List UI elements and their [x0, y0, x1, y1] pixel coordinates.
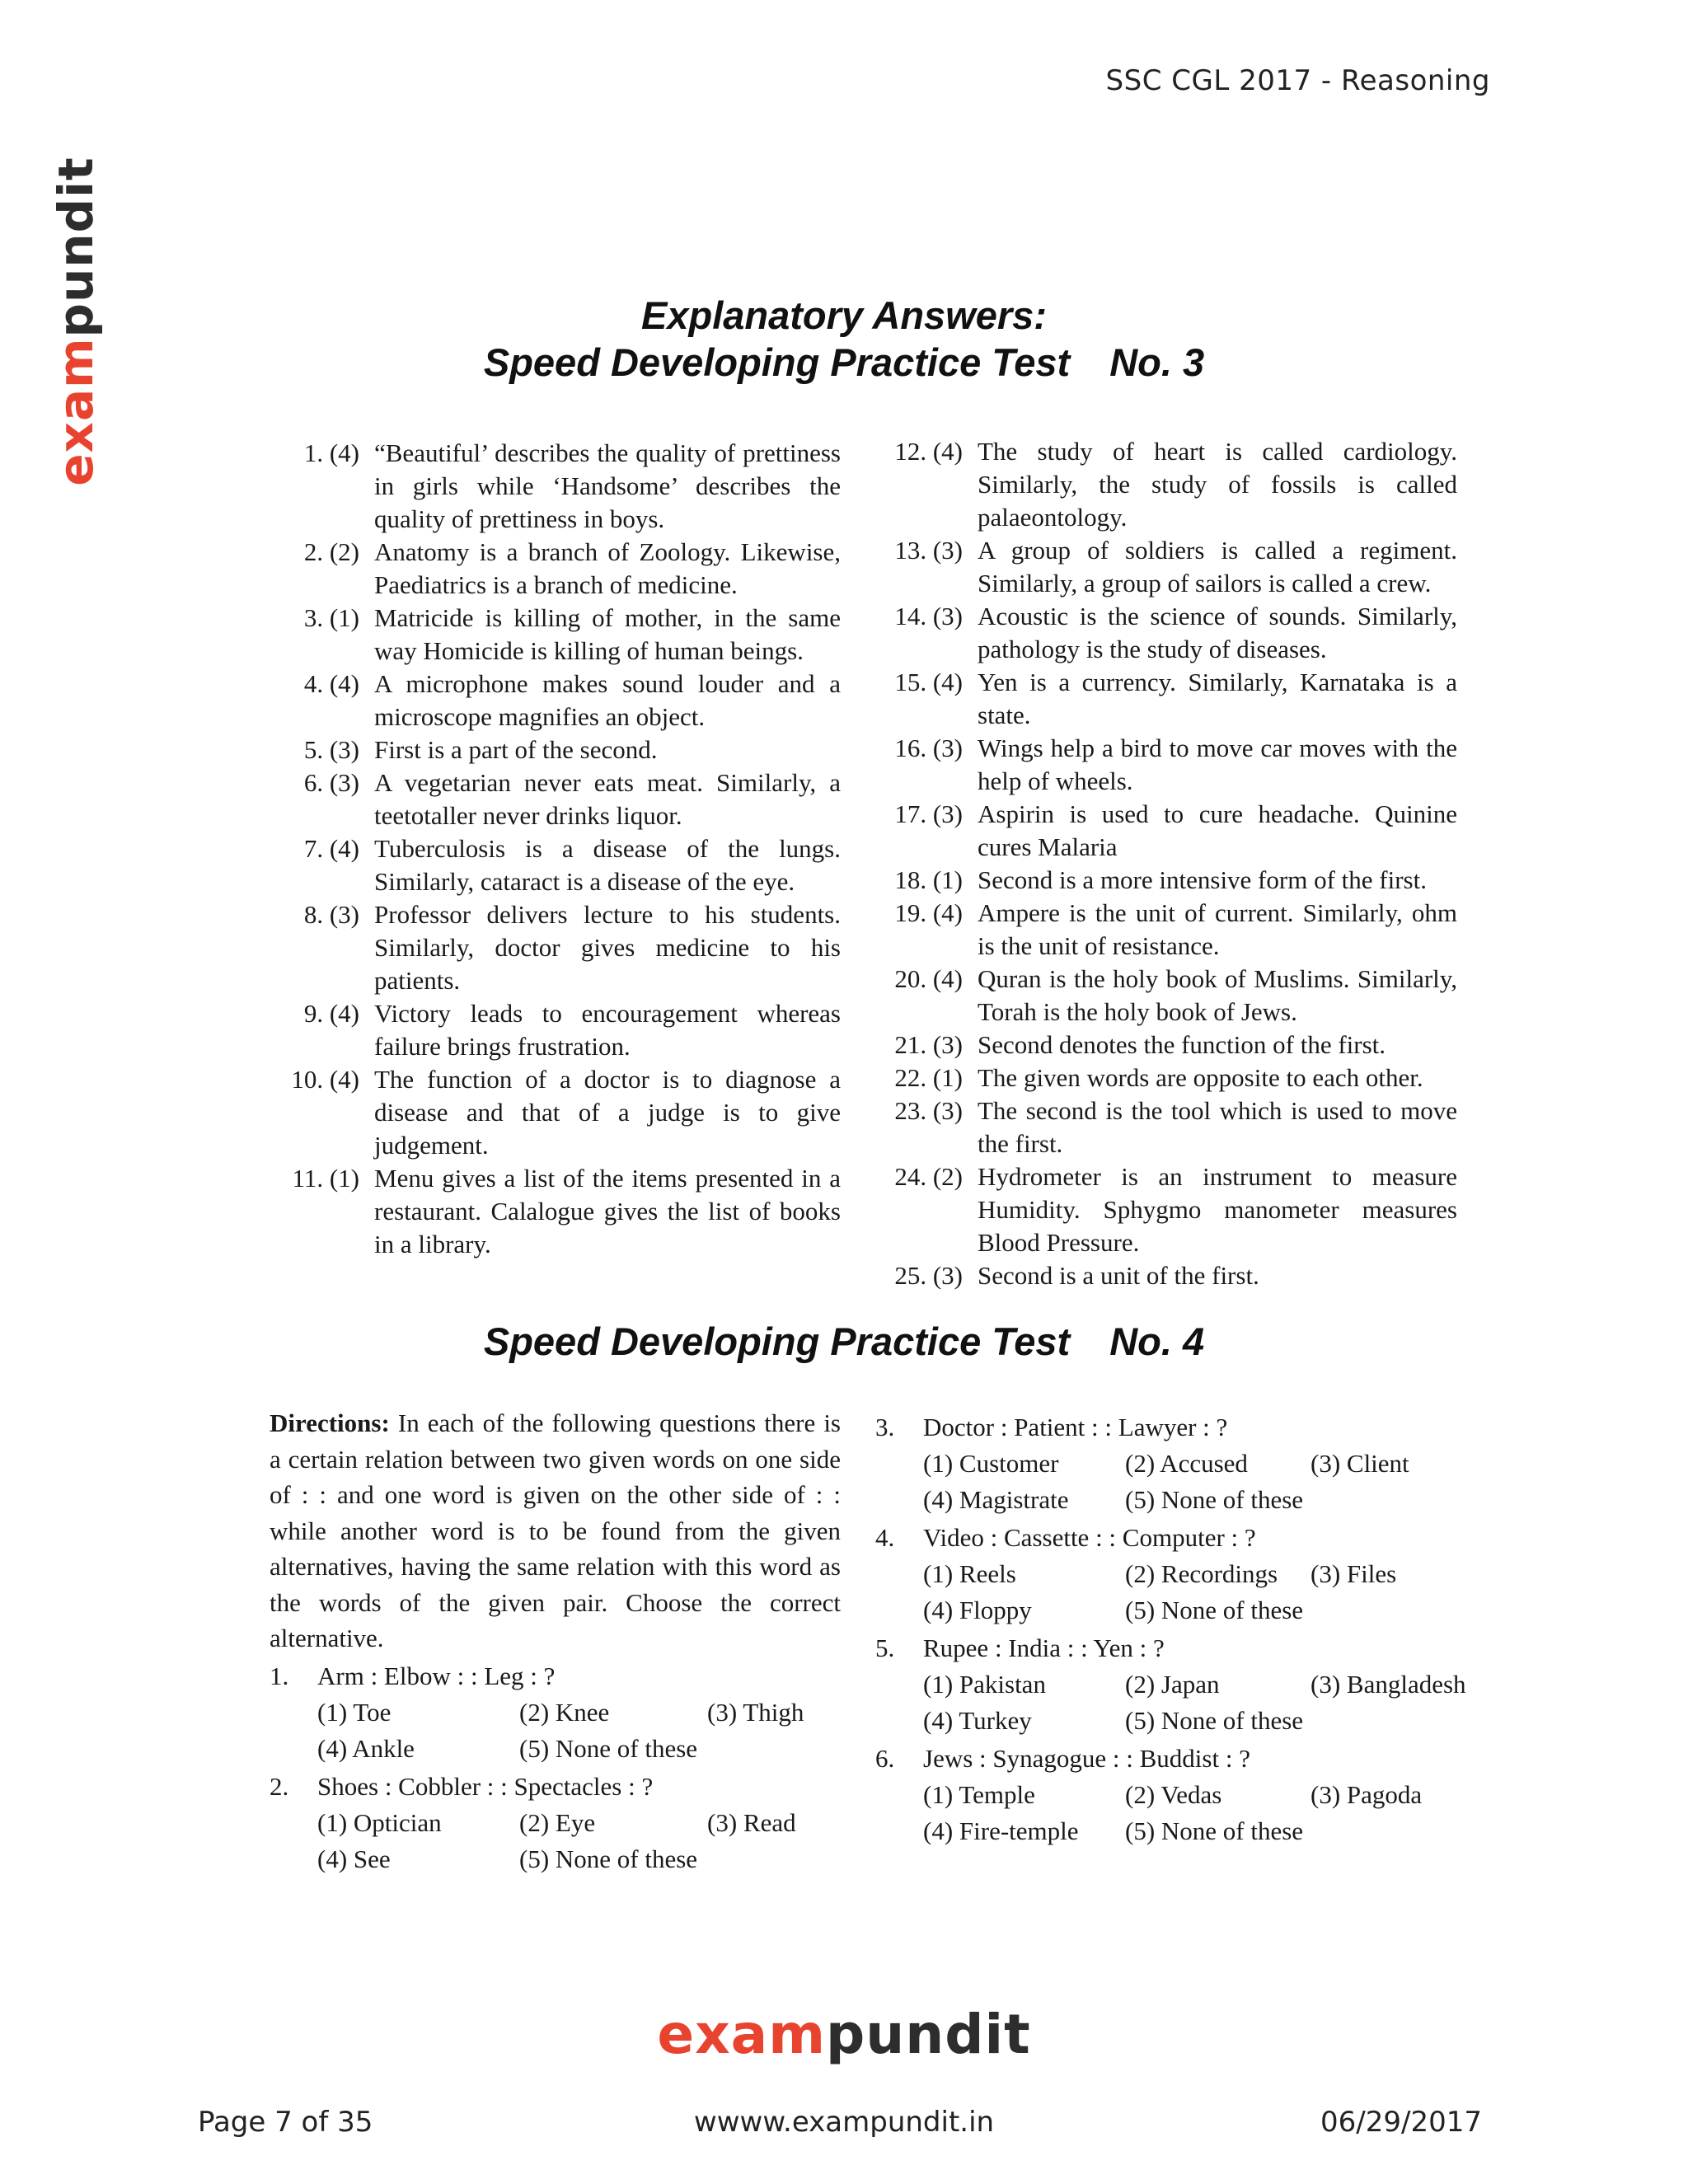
answer-number: 8. (3)	[303, 900, 359, 929]
question-number: 1.	[270, 1661, 289, 1690]
answer-item	[875, 600, 1457, 666]
question-item	[875, 1409, 1469, 1518]
question-item	[875, 1520, 1469, 1629]
answer-option: (2) Knee	[519, 1697, 610, 1727]
answer-text: Hydrometer is an instrument to measure Humidity. Sphygmo manometer measures Blood Pressure.	[978, 1162, 1457, 1257]
website-link[interactable]: wwww.exampundit.in	[693, 2106, 995, 2139]
answer-number: 25. (3)	[894, 1261, 963, 1290]
answer-option: (3) Client	[1311, 1449, 1409, 1478]
answer-text: “Beautiful’ describes the quality of prettiness in girls while ‘Handsome’ describes the quality of prettiness in boys.	[374, 438, 841, 533]
answer-text: A microphone makes sound louder and a microscope magnifies an object.	[374, 669, 841, 731]
answer-item	[272, 1063, 841, 1162]
answer-text: The study of heart is called cardiology. Similarly, the study of fossils is called palaeontology.	[978, 437, 1457, 532]
answer-number: 18. (1)	[894, 865, 963, 894]
answer-item	[875, 1029, 1457, 1062]
answer-text: Aspirin is used to cure headache. Quinine cures Malaria	[978, 799, 1457, 861]
answer-option: (1) Customer	[923, 1449, 1059, 1478]
answer-text: Wings help a bird to move car moves with the help of wheels.	[978, 733, 1457, 795]
answer-option: (5) None of these	[1125, 1706, 1304, 1735]
answer-option: (4) Magistrate	[923, 1485, 1069, 1514]
answer-item	[272, 898, 841, 997]
answer-text: Ampere is the unit of current. Similarly, ohm is the unit of resistance.	[978, 898, 1457, 960]
directions-label: Directions:	[270, 1408, 390, 1437]
answer-item	[272, 766, 841, 832]
answer-option: (1) Optician	[317, 1807, 442, 1837]
answer-text: Anatomy is a branch of Zoology. Likewise, Paediatrics is a branch of medicine.	[374, 537, 841, 599]
footer-logo-pundit: pundit	[826, 2003, 1031, 2066]
answer-text: Menu gives a list of the items presented in a restaurant. Calalogue gives the list of books in a library.	[374, 1164, 841, 1258]
answer-number: 4. (4)	[303, 669, 359, 698]
answer-item	[272, 832, 841, 898]
answer-number: 12. (4)	[894, 437, 963, 466]
section1-title-text: Speed Developing Practice Test	[483, 340, 1071, 384]
page-number: Page 7 of 35	[198, 2106, 373, 2139]
question-number: 6.	[875, 1744, 895, 1773]
question-stem: Rupee : India : : Yen : ?	[923, 1633, 1165, 1662]
answer-option: (5) None of these	[519, 1733, 698, 1763]
answer-number: 7. (4)	[303, 834, 359, 863]
answer-option: (1) Temple	[923, 1780, 1035, 1809]
answer-item	[875, 798, 1457, 864]
section2-title	[0, 1319, 1688, 1364]
answer-text: A group of soldiers is called a regiment. Similarly, a group of sailors is called a crew.	[978, 536, 1457, 598]
answer-text: Tuberculosis is a disease of the lungs. Similarly, cataract is a disease of the eye.	[374, 834, 841, 896]
question-stem: Video : Cassette : : Computer : ?	[923, 1523, 1256, 1552]
answer-item	[272, 733, 841, 766]
answer-text: The second is the tool which is used to move the first.	[978, 1096, 1457, 1158]
header-title: SSC CGL 2017 - Reasoning	[1105, 64, 1490, 97]
answer-option: (4) Fire-temple	[923, 1816, 1079, 1845]
answer-number: 5. (3)	[303, 735, 359, 764]
answer-item	[875, 864, 1457, 897]
answer-option: (2) Recordings	[1125, 1559, 1278, 1588]
answer-text: Second denotes the function of the first.	[978, 1030, 1386, 1059]
answer-item	[875, 1094, 1457, 1160]
questions-right-column	[875, 1408, 1469, 1849]
logo-part-pundit: pundit	[48, 157, 104, 338]
question-stem: Arm : Elbow : : Leg : ?	[317, 1661, 556, 1690]
answer-option: (3) Read	[707, 1807, 796, 1837]
answer-text: Yen is a currency. Similarly, Karnataka is a state.	[978, 668, 1457, 729]
answer-text: Second is a unit of the first.	[978, 1261, 1259, 1290]
answer-option: (3) Thigh	[707, 1697, 804, 1727]
answer-item	[875, 534, 1457, 600]
section1-title-number: No. 3	[1109, 340, 1205, 384]
answer-item	[875, 1062, 1457, 1094]
answer-option: (3) Files	[1311, 1559, 1397, 1588]
answer-number: 1. (4)	[303, 438, 359, 467]
answer-item	[272, 536, 841, 602]
answer-number: 14. (3)	[894, 602, 963, 630]
section2-title-text: Speed Developing Practice Test	[483, 1319, 1071, 1363]
answer-item	[875, 732, 1457, 798]
answer-item	[272, 1162, 841, 1261]
answer-number: 16. (3)	[894, 733, 963, 762]
answer-option: (5) None of these	[1125, 1596, 1304, 1624]
footer-logo	[0, 2003, 1688, 2066]
question-item	[270, 1769, 841, 1877]
answer-text: Acoustic is the science of sounds. Similarly, pathology is the study of diseases.	[978, 602, 1457, 663]
footer-date: 06/29/2017	[1320, 2106, 1482, 2139]
question-stem: Doctor : Patient : : Lawyer : ?	[923, 1413, 1228, 1441]
answer-item	[875, 1160, 1457, 1259]
answer-item	[875, 963, 1457, 1029]
answer-option: (2) Accused	[1125, 1449, 1248, 1478]
answer-option: (4) See	[317, 1844, 391, 1873]
question-number: 4.	[875, 1523, 895, 1552]
section1-title-line2	[0, 340, 1688, 385]
answer-number: 3. (1)	[303, 603, 359, 632]
answer-item	[272, 602, 841, 668]
answer-text: The function of a doctor is to diagnose a disease and that of a judge is to give judgement.	[374, 1065, 841, 1160]
question-item	[875, 1741, 1469, 1849]
answer-text: First is a part of the second.	[374, 735, 658, 764]
answer-option: (1) Pakistan	[923, 1670, 1046, 1699]
answer-option: (4) Floppy	[923, 1596, 1032, 1624]
answer-option: (1) Toe	[317, 1697, 392, 1727]
answer-option: (2) Japan	[1125, 1670, 1220, 1699]
answer-text: The given words are opposite to each other.	[978, 1063, 1423, 1092]
answer-text: Professor delivers lecture to his students. Similarly, doctor gives medicine to his patients.	[374, 900, 841, 995]
question-number: 5.	[875, 1633, 895, 1662]
question-number: 2.	[270, 1771, 289, 1801]
answer-item	[875, 435, 1457, 534]
answer-option: (3) Pagoda	[1311, 1780, 1423, 1809]
answer-number: 19. (4)	[894, 898, 963, 927]
answer-option: (4) Ankle	[317, 1733, 415, 1763]
answer-number: 13. (3)	[894, 536, 963, 565]
answer-number: 22. (1)	[894, 1063, 963, 1092]
answer-text: Second is a more intensive form of the first.	[978, 865, 1427, 894]
answer-number: 11. (1)	[292, 1164, 359, 1193]
answers-right-column	[875, 435, 1457, 1292]
directions	[270, 1405, 841, 1657]
answer-option: (1) Reels	[923, 1559, 1016, 1588]
answers-left-column	[272, 437, 841, 1261]
answer-option: (5) None of these	[1125, 1485, 1304, 1514]
answer-option: (5) None of these	[519, 1844, 698, 1873]
answer-item	[272, 997, 841, 1063]
answer-number: 23. (3)	[894, 1096, 963, 1125]
answer-item	[875, 666, 1457, 732]
answer-option: (2) Vedas	[1125, 1780, 1222, 1809]
answer-number: 20. (4)	[894, 964, 963, 993]
answer-text: Quran is the holy book of Muslims. Similarly, Torah is the holy book of Jews.	[978, 964, 1457, 1026]
answer-number: 15. (4)	[894, 668, 963, 696]
question-number: 3.	[875, 1413, 895, 1441]
footer-logo-exam: exam	[657, 2003, 826, 2066]
question-stem: Jews : Synagogue : : Buddist : ?	[923, 1744, 1250, 1773]
answer-number: 2. (2)	[303, 537, 359, 566]
answer-number: 6. (3)	[303, 768, 359, 797]
logo-part-exam: exam	[48, 337, 104, 486]
answer-item	[272, 437, 841, 536]
answer-text: A vegetarian never eats meat. Similarly, a teetotaller never drinks liquor.	[374, 768, 841, 830]
question-item	[270, 1658, 841, 1767]
answer-option: (4) Turkey	[923, 1706, 1032, 1735]
section2-title-number: No. 4	[1109, 1319, 1205, 1363]
answer-number: 24. (2)	[894, 1162, 963, 1191]
answer-option: (3) Bangladesh	[1311, 1670, 1466, 1699]
questions-left-column	[270, 1405, 841, 1877]
answer-number: 9. (4)	[303, 999, 359, 1028]
question-item	[875, 1630, 1469, 1739]
answer-option: (5) None of these	[1125, 1816, 1304, 1845]
answer-number: 17. (3)	[894, 799, 963, 828]
section1-title-line1: Explanatory Answers:	[641, 293, 1047, 337]
question-stem: Shoes : Cobbler : : Spectacles : ?	[317, 1771, 654, 1801]
answer-item	[875, 1259, 1457, 1292]
answer-number: 21. (3)	[894, 1030, 963, 1059]
answer-number: 10. (4)	[291, 1065, 359, 1094]
answer-item	[875, 897, 1457, 963]
answer-text: Matricide is killing of mother, in the same way Homicide is killing of human beings.	[374, 603, 841, 665]
answer-item	[272, 668, 841, 733]
directions-text: In each of the following questions there is a certain relation between two given words on one side of : : and one word is given on the other side of : : while another word is to be found from the given alternatives, having the same relation with this word as the words of the given pair. Choose the correct alternative.	[270, 1408, 841, 1652]
answer-option: (2) Eye	[519, 1807, 596, 1837]
answer-text: Victory leads to encouragement whereas failure brings frustration.	[374, 999, 841, 1061]
